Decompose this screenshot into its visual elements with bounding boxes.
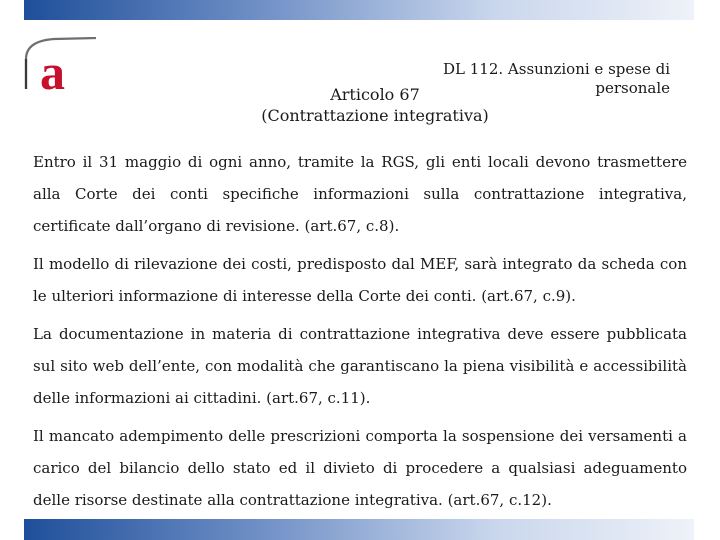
- article-body: [33, 146, 687, 522]
- logo: [24, 37, 98, 94]
- heading-line-2: personale: [595, 79, 670, 97]
- footer-band: [24, 519, 694, 540]
- article-subject: (Contrattazione integrativa): [261, 106, 489, 125]
- heading-line-1: DL 112. Assunzioni e spese di: [443, 60, 670, 78]
- paragraph: La documentazione in materia di contrattazione integrativa deve essere pubblicata sul sito web dell’ente, con modalità che garantiscano la piena visibilità e accessibilità delle informazioni ai cittadini. (art.67, c.11).: [33, 325, 687, 407]
- paragraph: Il modello di rilevazione dei costi, predisposto dal MEF, sarà integrato da scheda con le ulteriori informazione di interesse della Corte dei conti. (art.67, c.9).: [33, 255, 687, 305]
- article-title: [210, 84, 540, 126]
- article-number: Articolo 67: [330, 85, 420, 104]
- paragraph: Il mancato adempimento delle prescrizioni comporta la sospensione dei versamenti a carico del bilancio dello stato ed il divieto di procedere a qualsiasi adeguamento delle risorse destinate alla contrattazione integrativa. (art.67, c.12).: [33, 427, 687, 509]
- header-band: [24, 0, 694, 20]
- logo-letter: a: [40, 44, 65, 94]
- paragraph: Entro il 31 maggio di ogni anno, tramite la RGS, gli enti locali devono trasmettere alla Corte dei conti specifiche informazioni sulla contrattazione integrativa, certificate dall’organo di revisione. (art.67, c.8).: [33, 153, 687, 235]
